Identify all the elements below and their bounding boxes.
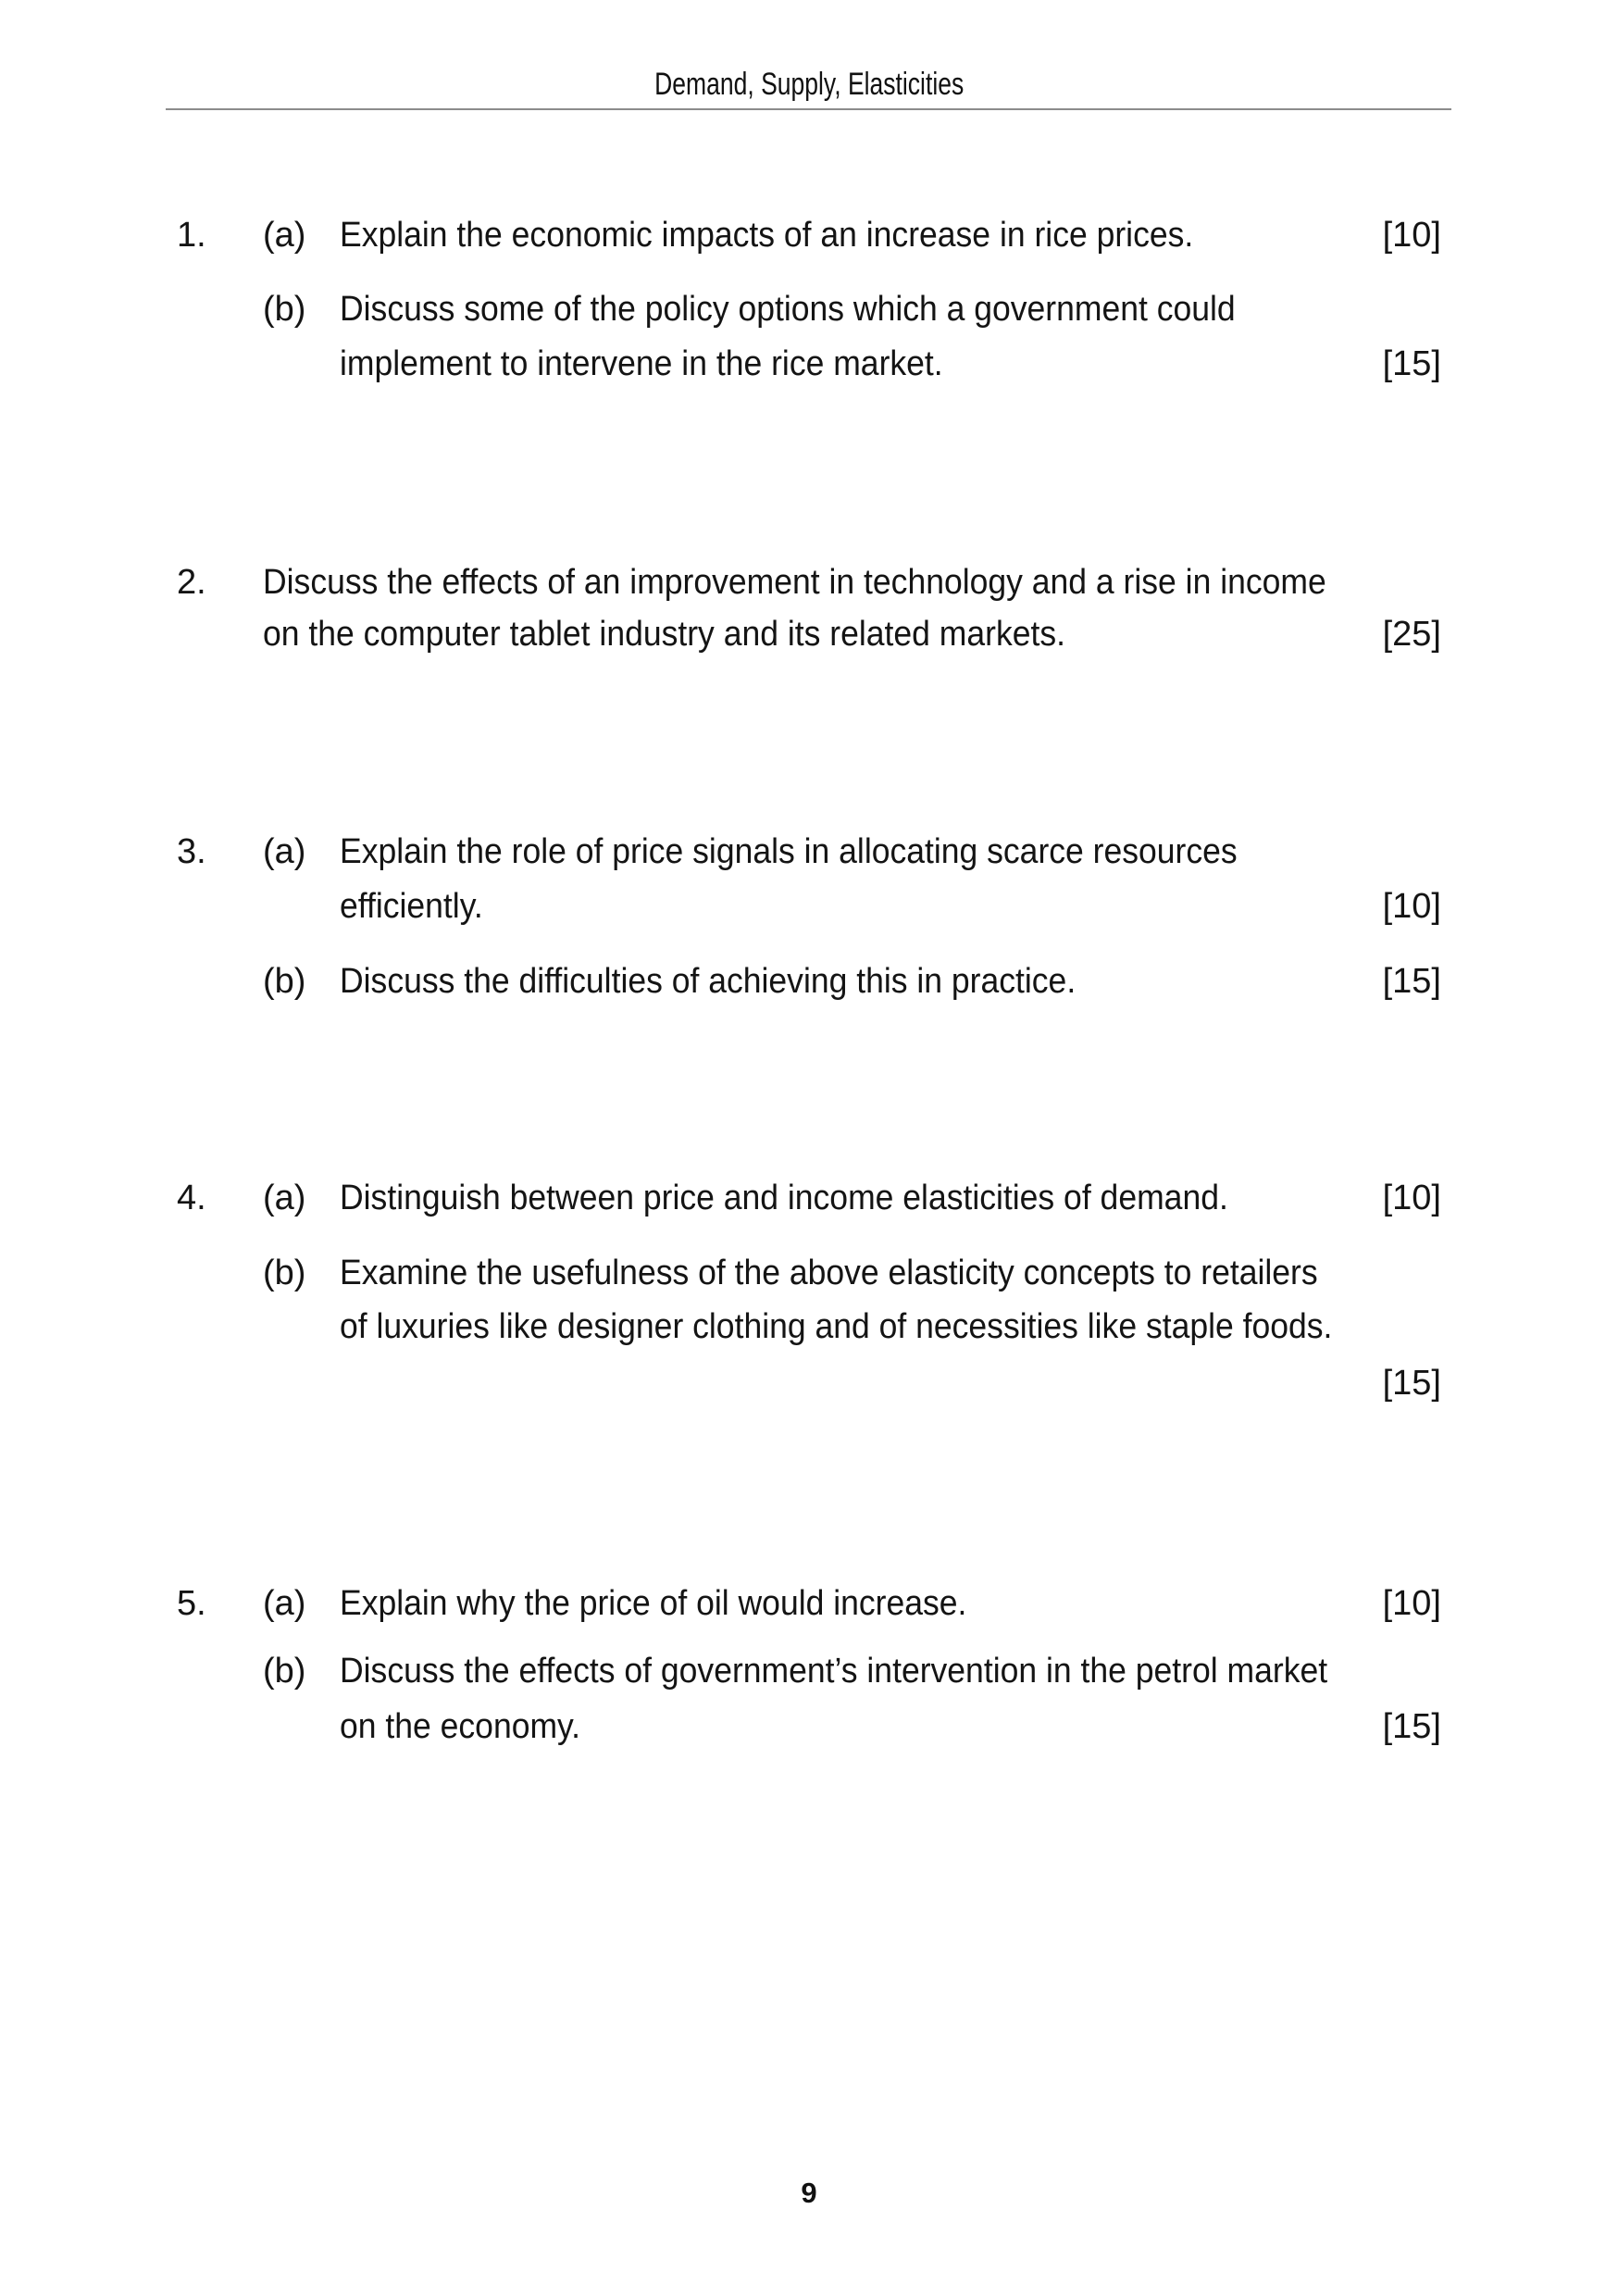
marks: [15]: [1382, 344, 1441, 383]
marks: [10]: [1382, 216, 1441, 255]
question-number: 2.: [177, 563, 206, 602]
marks: [25]: [1382, 615, 1441, 654]
part-label: (a): [263, 216, 306, 255]
question-text: Examine the usefulness of the above elasticity concepts to retailers: [340, 1254, 1318, 1292]
question-number: 3.: [177, 832, 206, 871]
question-text: Explain the economic impacts of an increase in rice prices.: [340, 216, 1194, 255]
marks: [10]: [1382, 887, 1441, 926]
question-text: implement to intervene in the rice market.: [340, 344, 943, 383]
part-label: (b): [263, 962, 306, 1001]
page-number: 9: [801, 2177, 817, 2209]
part-label: (b): [263, 1254, 306, 1292]
question-text: Explain why the price of oil would increase.: [340, 1584, 967, 1623]
running-header: [0, 69, 1618, 100]
marks: [10]: [1382, 1179, 1441, 1217]
question-text: Distinguish between price and income elasticities of demand.: [340, 1179, 1228, 1217]
question-text: Explain the role of price signals in allocating scarce resources: [340, 832, 1238, 871]
marks: [15]: [1382, 1364, 1441, 1403]
question-number: 1.: [177, 216, 206, 255]
question-number: 5.: [177, 1584, 206, 1623]
marks: [15]: [1382, 962, 1441, 1001]
question-number: 4.: [177, 1179, 206, 1217]
question-text: on the computer tablet industry and its related markets.: [263, 615, 1065, 654]
question-text: Discuss the effects of government’s intervention in the petrol market: [340, 1652, 1328, 1691]
question-text: Discuss the difficulties of achieving this in practice.: [340, 962, 1077, 1001]
part-label: (b): [263, 290, 306, 329]
part-label: (a): [263, 1179, 306, 1217]
part-label: (a): [263, 832, 306, 871]
part-label: (a): [263, 1584, 306, 1623]
question-text: Discuss the effects of an improvement in technology and a rise in income: [263, 563, 1326, 602]
question-text: efficiently.: [340, 887, 483, 926]
question-text: Discuss some of the policy options which a government could: [340, 290, 1236, 329]
part-label: (b): [263, 1652, 306, 1691]
marks: [15]: [1382, 1707, 1441, 1746]
header-rule: [166, 108, 1451, 110]
marks: [10]: [1382, 1584, 1441, 1623]
question-text: of luxuries like designer clothing and of necessities like staple foods.: [340, 1307, 1333, 1346]
question-text: on the economy.: [340, 1707, 581, 1746]
running-header-title: Demand, Supply, Elasticities: [653, 67, 965, 102]
